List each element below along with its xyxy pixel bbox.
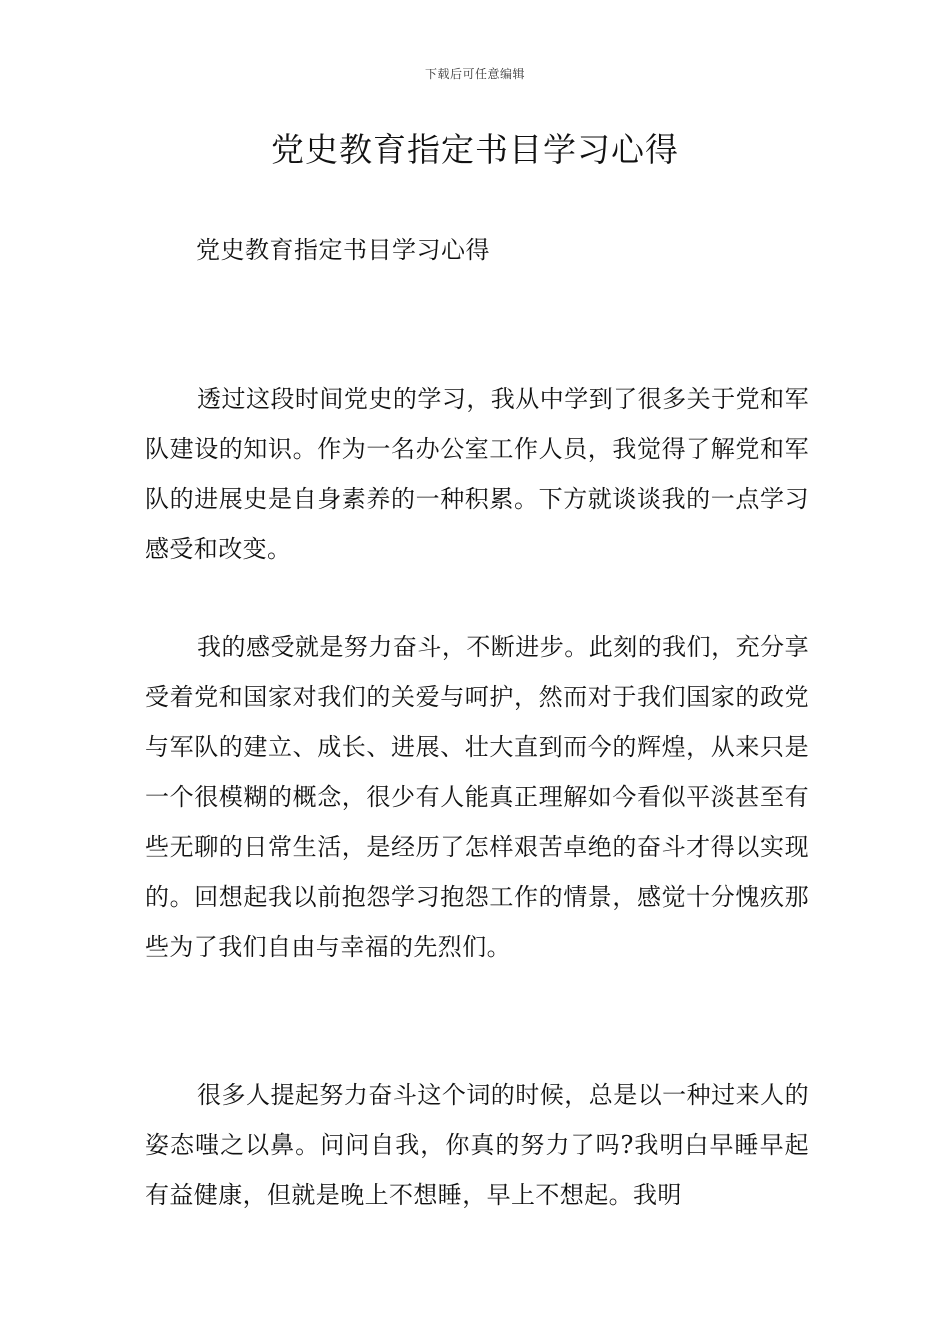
body-paragraph-3: 很多人提起努力奋斗这个词的时候，总是以一种过来人的姿态嗤之以鼻。问问自我，你真的努力了吗?我明白早睡早起有益健康，但就是晚上不想睡，早上不想起。我明	[145, 1081, 809, 1209]
document-title: 党史教育指定书目学习心得	[271, 130, 679, 169]
body-paragraph-2: 我的感受就是努力奋斗，不断进步。此刻的我们，充分享受着党和国家对我们的关爱与呵护，然而对于我们国家的政党与军队的建立、成长、进展、壮大直到而今的辉煌，从来只是一个很模糊的概念，很少有人能真正理解如今看似平淡甚至有些无聊的日常生活，是经历了怎样艰苦卓绝的奋斗才得以实现的。回想起我以前抱怨学习抱怨工作的情景，感觉十分愧疚那些为了我们自由与幸福的先烈们。	[145, 633, 809, 961]
body-paragraph-1: 透过这段时间党史的学习，我从中学到了很多关于党和军队建设的知识。作为一名办公室工作人员，我觉得了解党和军队的进展史是自身素养的一种积累。下方就谈谈我的一点学习感受和改变。	[145, 385, 809, 563]
document-subtitle: 党史教育指定书目学习心得	[196, 236, 490, 264]
header-note: 下载后可任意编辑	[424, 67, 525, 81]
